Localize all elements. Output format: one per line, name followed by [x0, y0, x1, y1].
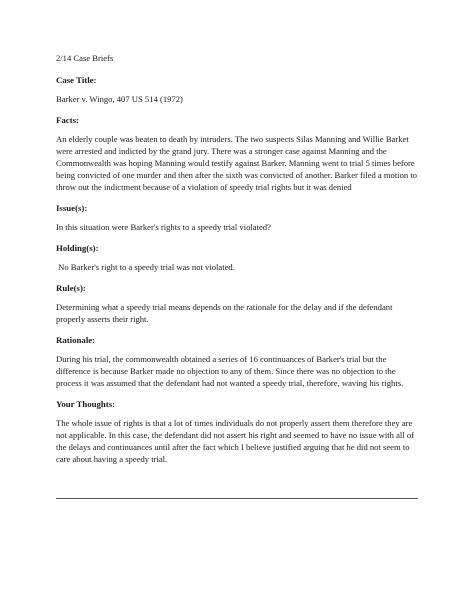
- document-page: [56, 52, 418, 474]
- text-case-title: Barker v. Wingo, 407 US 514 (1972): [56, 94, 183, 104]
- heading-holdings: Holding(s):: [56, 243, 99, 253]
- heading-facts: Facts:: [56, 115, 79, 125]
- section-facts: [56, 114, 418, 193]
- text-your-thoughts: The whole issue of rights is that a lot of times individuals do not properly assert them therefore they are not applicable. In this case, the defendant did not assert his right and seemed to have no issue with all of the delays and continuances until after the fact which I believe justified arguing that he did not seem to care about having a speedy trial.: [56, 418, 414, 464]
- section-case-title: [56, 74, 418, 105]
- heading-rationale: Rationale:: [56, 335, 96, 345]
- text-rules: Determining what a speedy trial means depends on the rationale for the delay and if the defendant properly asserts their right.: [56, 302, 393, 324]
- heading-case-title: Case Title:: [56, 75, 97, 85]
- section-issues: [56, 202, 418, 233]
- text-holdings: No Barker's right to a speedy trial was not violated.: [56, 262, 235, 272]
- date-line: 2/14 Case Briefs: [56, 53, 114, 63]
- heading-your-thoughts: Your Thoughts:: [56, 399, 116, 409]
- section-holdings: [56, 242, 418, 273]
- section-rules: [56, 282, 418, 325]
- section-rationale: [56, 334, 418, 389]
- section-your-thoughts: [56, 398, 418, 465]
- text-issues: In this situation were Barker's rights to a speedy trial violated?: [56, 222, 271, 232]
- text-facts: An elderly couple was beaten to death by intruders. The two suspects Silas Manning and Willie Barket were arrested and indicted by the grand jury. There was a stronger case against Manning and the Commonwealth was hoping Manning would testify against Barker. Manning went to trial 5 times before being convicted of one murder and then after the sixth was convicted of another. Barker filed a motion to throw out the indictment because of a violation of speedy trial rights but it was denied: [56, 134, 418, 192]
- heading-issues: Issue(s):: [56, 203, 88, 213]
- heading-rules: Rule(s):: [56, 283, 86, 293]
- horizontal-divider: [56, 498, 418, 499]
- text-rationale: During his trial, the commonwealth obtained a series of 16 continuances of Barker's trial but the difference is because Barker made no objection to any of them. Since there was no objection to the process it was assumed that the defendant had not wanted a speedy trial, therefore, waving his rights.: [56, 354, 404, 388]
